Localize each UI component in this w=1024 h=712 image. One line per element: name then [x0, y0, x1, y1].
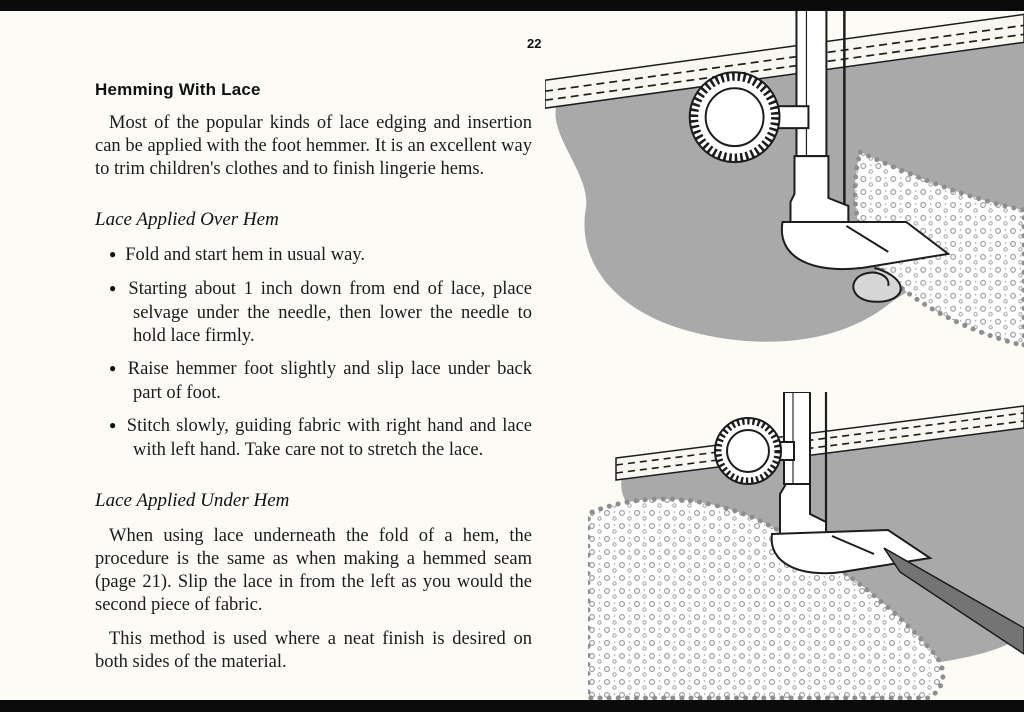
- page-number: 22: [527, 36, 542, 51]
- page-border-bottom: [0, 700, 1024, 712]
- intro-paragraph: Most of the popular kinds of lace edging and insertion can be applied with the foot hemmer. It is an excellent way to trim children's clothes and to finish lingerie hems.: [95, 113, 532, 179]
- list-item: ● Raise hemmer foot slightly and slip lace under back part of foot.: [95, 358, 532, 405]
- list-item: ● Fold and start hem in usual way.: [95, 244, 532, 268]
- list-item: ● Starting about 1 inch down from end of lace, place selvage under the needle, then lower the needle to hold lace firmly.: [95, 278, 532, 348]
- under-hem-paragraph-1: When using lace underneath the fold of a hem, the procedure is the same as when making a hemmed seam (page 21). Slip the lace in from the left as you would the second piece of fabric.: [95, 526, 532, 615]
- text-column: [95, 80, 532, 674]
- section-title-lace-under-hem: Lace Applied Under Hem: [95, 490, 290, 511]
- list-item: ● Stitch slowly, guiding fabric with right hand and lace with left hand. Take care not to stretch the lace.: [95, 415, 532, 462]
- page-title: Hemming With Lace: [95, 80, 261, 99]
- illustration-lace-applied-over-hem: [545, 6, 1024, 388]
- section-title-lace-over-hem: Lace Applied Over Hem: [95, 209, 279, 230]
- illustration-lace-applied-under-hem: [588, 392, 1024, 700]
- instruction-list: [95, 244, 532, 462]
- page-border-top: [0, 0, 1024, 11]
- under-hem-paragraph-2: This method is used where a neat finish is desired on both sides of the material.: [95, 629, 532, 672]
